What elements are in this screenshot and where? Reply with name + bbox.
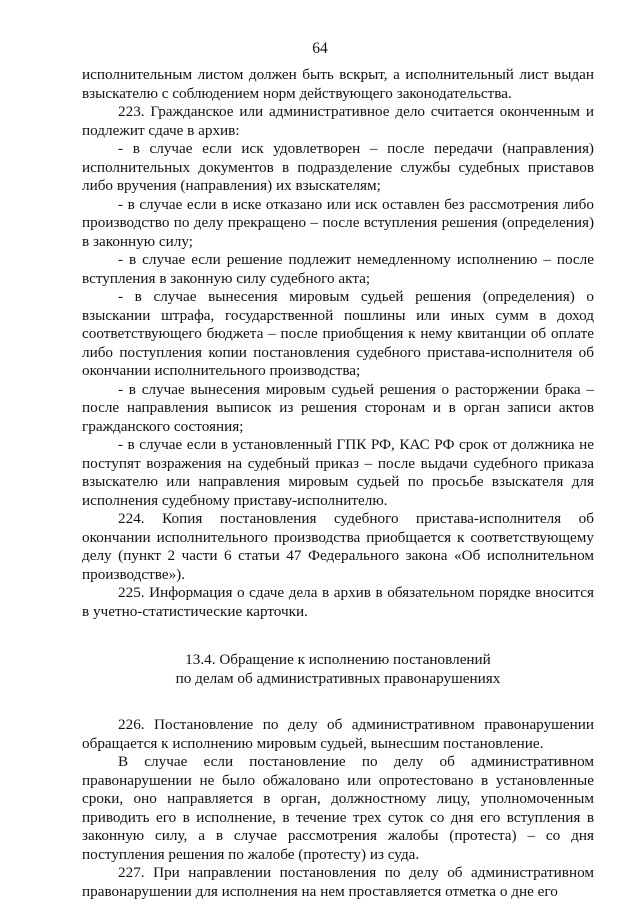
section-heading-line-1: 13.4. Обращение к исполнению постановлений	[185, 651, 491, 668]
paragraph-223: 223. Гражданское или административное дело считается оконченным и подлежит сдаче в архив:	[82, 103, 594, 139]
paragraph-223-item-6: - в случае если в установленный ГПК РФ, КАС РФ срок от должника не поступят возражения на судебный приказ – после выдачи судебного приказа взыскателю или направления мировым судьей по просьбе взыскателя для исполнения судебному приставу-исполнителю.	[82, 436, 594, 509]
paragraph-223-item-2: - в случае если в иске отказано или иск оставлен без рассмотрения либо производство по делу прекращено – после вступления решения (определения) в законную силу;	[82, 195, 594, 250]
paragraph-223-item-4: - в случае вынесения мировым судьей решения (определения) о взыскании штрафа, государственной пошлины или иных сумм в доход соответствующего бюджета – после приобщения к нему квитанции об оплате либо поступления копии постановления судебного пристава-исполнителя об окончании исполнительного производства;	[82, 288, 594, 379]
paragraph-223-item-5: - в случае вынесения мировым судьей решения о расторжении брака – после направления выписок из решения сторонам и в орган записи актов гражданского состояния;	[82, 380, 594, 435]
paragraph-227: 227. При направлении постановления по делу об административном правонарушении для исполнения на нем проставляется отметка о дне его	[82, 864, 594, 900]
paragraph-224: 224. Копия постановления судебного пристава-исполнителя об окончании исполнительного производства приобщается к соответствующему делу (пункт 2 части 6 статьи 47 Федерального закона «Об исполнительном производстве»).	[82, 510, 594, 583]
paragraph-223-item-3: - в случае если решение подлежит немедленному исполнению – после вступления в законную силу судебного акта;	[82, 251, 594, 287]
paragraph-223-item-1: - в случае если иск удовлетворен – после передачи (направления) исполнительных документов в подразделение службы судебных приставов либо вручения (направления) их взыскателям;	[82, 140, 594, 194]
document-body	[82, 66, 594, 901]
paragraph-225: 225. Информация о сдаче дела в архив в обязательном порядке вносится в учетно-статистические карточки.	[82, 584, 594, 620]
section-gap-bottom	[82, 688, 594, 716]
section-gap-top	[82, 621, 594, 651]
paragraph-continuation: исполнительным листом должен быть вскрыт, а исполнительный лист выдан взыскателю с соблюдением норм действующего законодательства.	[82, 66, 594, 102]
page-number: 64	[312, 40, 328, 57]
paragraph-226-continuation: В случае если постановление по делу об административном правонарушении не было обжаловано или опротестовано в установленные сроки, оно направляется в орган, должностному лицу, уполномоченным приводить его в исполнение, в течение трех суток со дня его вступления в законную силу, а в случае рассмотрения жалобы (протеста) – со дня поступления решения по жалобе (протесту) из суда.	[82, 753, 594, 863]
paragraph-226: 226. Постановление по делу об административном правонарушении обращается к исполнению мировым судьей, вынесшим постановление.	[82, 716, 594, 752]
section-heading-line-2: по делам об административных правонарушениях	[175, 669, 501, 687]
